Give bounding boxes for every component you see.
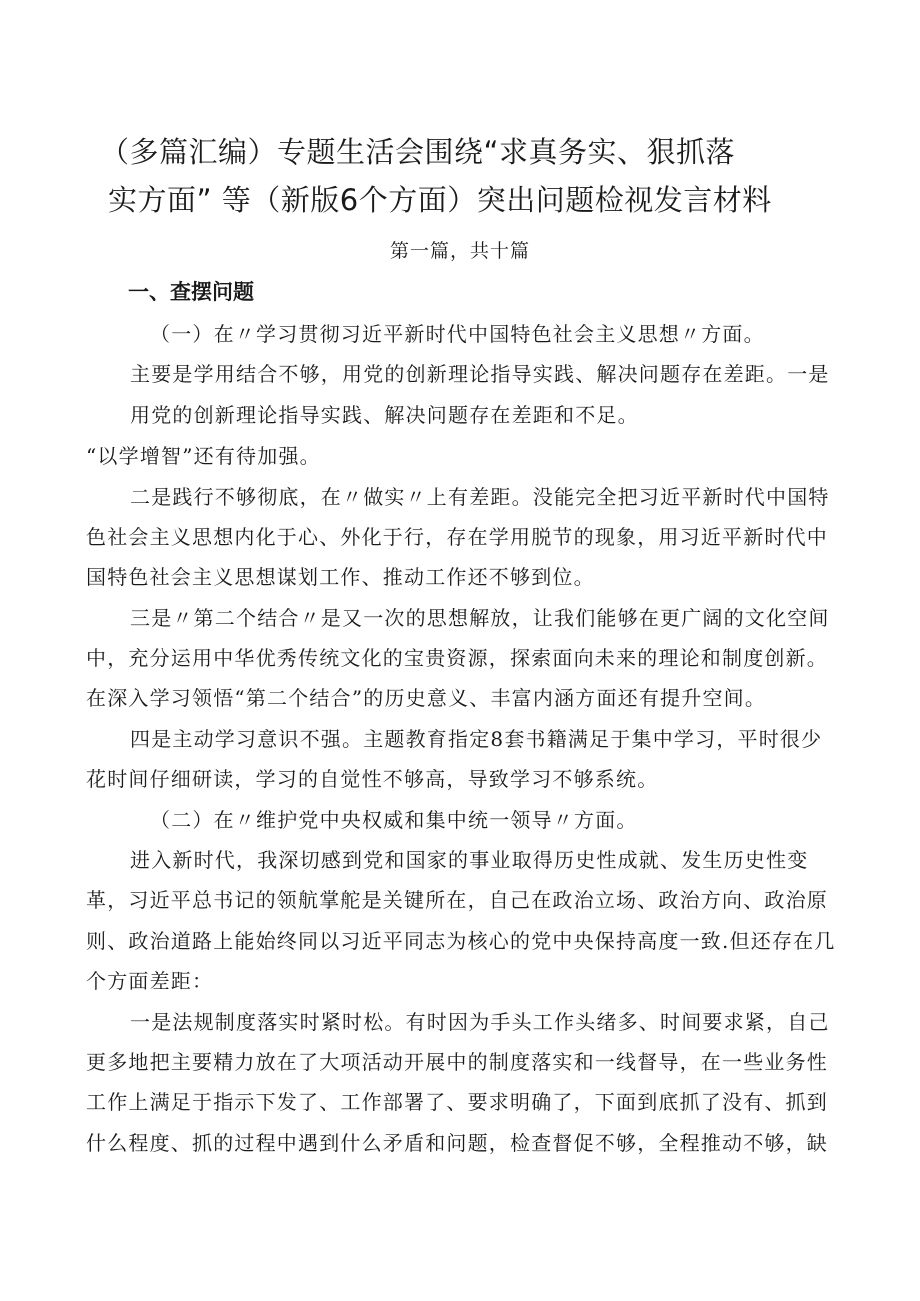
body-text-line: 在深入学习领悟“第二个结合”的历史意义、丰富内涵方面还有提升空间。 (86, 686, 767, 710)
body-text-line: 主要是学用结合不够，用党的创新理论指导实践、解决问题存在差距。一是 (130, 362, 830, 386)
body-text-line: 进入新时代，我深切感到党和国家的事业取得历史性成就、发生历史性变 (130, 848, 809, 872)
body-text-line: 什么程度、抓的过程中遇到什么矛盾和问题，检查督促不够，全程推动不够，缺 (86, 1131, 828, 1155)
body-text-line: 工作上满足于指示下发了、工作部署了、要求明确了，下面到底抓了没有、抓到 (86, 1090, 828, 1114)
body-text-line: 个方面差距： (86, 969, 214, 993)
body-text-line: 二是践行不够彻底，在〃做实〃上有差距。没能完全把习近平新时代中国特 (130, 485, 830, 509)
body-text-line: 中，充分运用中华优秀传统文化的宝贵资源，探索面向未来的理论和制度创新。 (86, 646, 828, 670)
body-text-line: “以学增智”还有待加强。 (86, 444, 321, 468)
body-text-line: 更多地把主要精力放在了大项活动开展中的制度落实和一线督导，在一些业务性 (86, 1050, 828, 1074)
body-text-line: 一是法规制度落实时紧时松。有时因为手头工作头绪多、时间要求紧，自己 (130, 1010, 830, 1034)
section-heading: 一、查摆问题 (128, 280, 254, 304)
document-title-line-2: 实方面” 等（新版6个方面）突出问题检视发言材料 (108, 183, 772, 217)
body-text-line: 用党的创新理论指导实践、解决问题存在差距和不足。 (130, 403, 639, 427)
subheading-line: （一）在〃学习贯彻习近平新时代中国特色社会主义思想〃方面。 (150, 322, 765, 346)
body-text-line: 四是主动学习意识不强。主题教育指定8套书籍满足于集中学习，平时很少 (130, 727, 823, 751)
body-text-line: 花时间仔细研读，学习的自觉性不够高，导致学习不够系统。 (86, 767, 659, 791)
body-text-line: 则、政治道路上能始终同以习近平同志为核心的党中央保持高度一致.但还存在几 (86, 929, 836, 953)
body-text-line: 三是〃第二个结合〃是又一次的思想解放，让我们能够在更广阔的文化空间 (130, 606, 830, 630)
body-text-line: 色社会主义思想内化于心、外化于行，存在学用脱节的现象，用习近平新时代中 (86, 525, 828, 549)
body-text-line: 革，习近平总书记的领航掌舵是关键所在，自己在政治立场、政治方向、政治原 (86, 888, 828, 912)
document-title-line-1: （多篇汇编）专题生活会围绕“求真务实、狠抓落 (100, 135, 736, 169)
part-indicator: 第一篇，共十篇 (389, 240, 530, 262)
subheading-line: （二）在〃维护党中央权威和集中统一领导〃方面。 (150, 808, 638, 832)
body-text-line: 国特色社会主义思想谋划工作、推动工作还不够到位。 (86, 565, 595, 589)
